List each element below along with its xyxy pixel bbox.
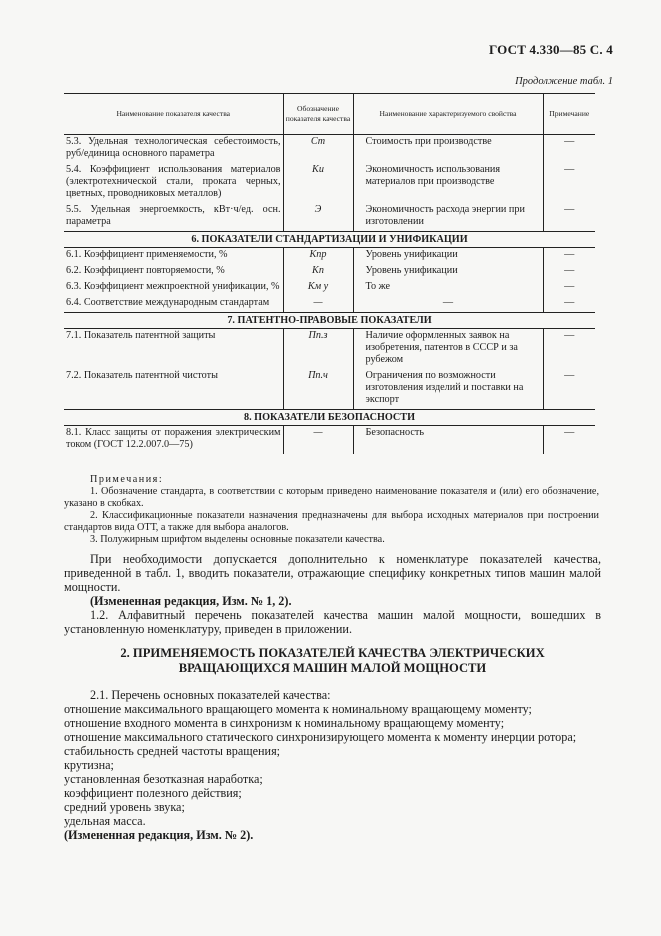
list-item: удельная масса. [64, 814, 146, 828]
row-note: — [543, 369, 595, 410]
table-row [64, 329, 595, 370]
notes-title: Примечания: [90, 474, 164, 485]
row-note: — [543, 296, 595, 313]
body-text [64, 552, 601, 842]
row-name: 5.3. Удельная технологическая себестоимость, руб/единица основного параметра [66, 136, 281, 159]
section-7-heading: 7. ПАТЕНТНО-ПРАВОВЫЕ ПОКАЗАТЕЛИ [64, 313, 595, 329]
row-name: 6.1. Коэффициент применяемости, % [66, 249, 228, 260]
row-symbol: — [283, 426, 353, 455]
row-symbol: Kп [283, 264, 353, 280]
row-name: 8.1. Класс защиты от поражения электрическим током (ГОСТ 12.2.007.0—75) [66, 427, 281, 450]
row-name: 7.2. Показатель патентной чистоты [66, 370, 218, 381]
quality-indicators-table [64, 93, 595, 454]
section-2-heading: 2. ПРИМЕНЯЕМОСТЬ ПОКАЗАТЕЛЕЙ КАЧЕСТВА ЭЛЕКТРИЧЕСКИХ ВРАЩАЮЩИХСЯ МАШИН МАЛОЙ МОЩНОСТИ [120, 646, 545, 675]
list-item: отношение максимального вращающего момента к номинальному вращающему моменту; [64, 702, 532, 716]
header-designation: Обозначение показателя качества [283, 94, 353, 135]
table-row [64, 264, 595, 280]
list-item: 2.1. Перечень основных показателей качества: [90, 688, 331, 702]
table-header-row [64, 94, 595, 135]
note-item: 2. Классификационные показатели назначения предназначены для выбора исходных материалов при построении стандартов вида ОТТ, а также для выбора аналогов. [64, 510, 599, 533]
list-item: крутизна; [64, 758, 114, 772]
row-symbol: Kпр [283, 248, 353, 265]
row-note: — [543, 203, 595, 232]
row-name: 5.5. Удельная энергоемкость, кВт·ч/ед. осн. параметра [66, 204, 281, 227]
row-name: 5.4. Коэффициент использования материалов (электротехнической стали, проката черных, цветных, проводниковых металлов) [66, 164, 281, 199]
list-item: коэффициент полезного действия; [64, 786, 242, 800]
list-item: отношение входного момента в синхронизм к номинальному вращающему моменту; [64, 716, 505, 730]
table-continuation-label: Продолжение табл. 1 [515, 76, 613, 87]
section-6-heading: 6. ПОКАЗАТЕЛИ СТАНДАРТИЗАЦИИ И УНИФИКАЦИИ [64, 232, 595, 248]
note-item: 3. Полужирным шрифтом выделены основные показатели качества. [90, 534, 385, 545]
row-property: Уровень унификации [365, 265, 458, 276]
row-property: Стоимость при производстве [365, 136, 492, 147]
page-header: ГОСТ 4.330—85 С. 4 [488, 42, 613, 57]
list-item: стабильность средней частоты вращения; [64, 744, 281, 758]
row-name: 6.3. Коэффициент межпроектной унификации, % [66, 281, 280, 292]
table-row [64, 203, 595, 232]
section-heading-row [64, 410, 595, 426]
row-name: 6.4. Соответствие международным стандартам [66, 297, 270, 308]
row-symbol: Пп.з [283, 329, 353, 370]
section-heading-row [64, 313, 595, 329]
row-symbol: Cт [283, 135, 353, 164]
row-note: — [543, 248, 595, 265]
row-symbol: Kи [283, 163, 353, 203]
section-8-heading: 8. ПОКАЗАТЕЛИ БЕЗОПАСНОСТИ [64, 410, 595, 426]
row-note: — [543, 329, 595, 370]
row-note: — [543, 163, 595, 203]
list-item: средний уровень звука; [64, 800, 185, 814]
table-row [64, 248, 595, 265]
row-symbol: Kм у [283, 280, 353, 296]
table-row [64, 135, 595, 164]
row-property: Ограничения по возможности изготовления изделий и поставки на экспорт [365, 370, 524, 405]
table-notes [64, 474, 599, 546]
row-note: — [543, 426, 595, 455]
row-symbol: Э [283, 203, 353, 232]
indicators-list [64, 688, 601, 842]
row-property: Экономичность использования материалов при производстве [365, 164, 501, 187]
row-property: Наличие оформленных заявок на изобретения, патентов в СССР и за рубежом [365, 330, 518, 365]
row-property: — [442, 297, 454, 308]
row-note: — [543, 264, 595, 280]
list-item: установленная безотказная наработка; [64, 772, 263, 786]
row-note: — [543, 135, 595, 164]
row-property: Уровень унификации [365, 249, 458, 260]
section-heading-row [64, 232, 595, 248]
row-symbol: Пп.ч [283, 369, 353, 410]
row-property: Экономичность расхода энергии при изготовлении [365, 204, 525, 227]
table-row [64, 163, 595, 203]
table-row [64, 280, 595, 296]
table-row [64, 426, 595, 455]
row-name: 6.2. Коэффициент повторяемости, % [66, 265, 225, 276]
header-note: Примечание [543, 94, 595, 135]
revision-note: (Измененная редакция, Изм. № 1, 2). [90, 594, 292, 608]
row-property: Безопасность [365, 427, 424, 438]
row-property: То же [365, 281, 391, 292]
paragraph: При необходимости допускается дополнительно к номенклатуре показателей качества, приведенной в табл. 1, вводить показатели, отражающие специфику конкретных типов машин малой мощности. [64, 552, 601, 594]
header-property: Наименование характеризуемого свойства [353, 94, 543, 135]
note-item: 1. Обозначение стандарта, в соответствии с которым приведено наименование показателя и (или) его обозначение, указано в скобках. [64, 486, 599, 509]
table-row [64, 296, 595, 313]
list-item: отношение максимального статического синхронизирующего момента к моменту инерции ротора; [64, 730, 577, 744]
row-symbol: — [283, 296, 353, 313]
table-row [64, 369, 595, 410]
row-name: 7.1. Показатель патентной защиты [66, 330, 216, 341]
revision-note: (Измененная редакция, Изм. № 2). [64, 828, 254, 842]
paragraph: 1.2. Алфавитный перечень показателей качества машин малой мощности, вошедших в установленную номенклатуру, приведен в приложении. [64, 608, 601, 636]
row-note: — [543, 280, 595, 296]
header-indicator-name: Наименование показателя качества [64, 94, 283, 135]
